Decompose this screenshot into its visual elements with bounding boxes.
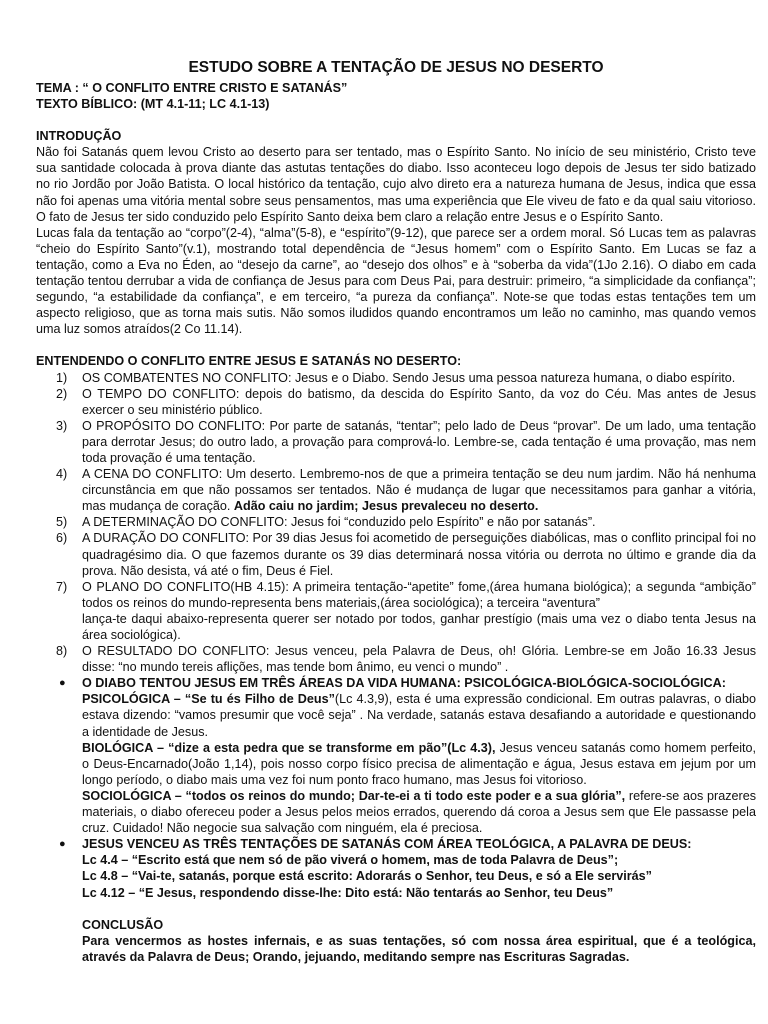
tema-line: TEMA : “ O CONFLITO ENTRE CRISTO E SATANÁS”	[36, 81, 348, 95]
conclusao-heading: CONCLUSÃO	[82, 917, 164, 932]
psicologica-paragraph	[82, 691, 756, 739]
conclusao-text: Para vencermos as hostes infernais, e as suas tentações, só com nossa área espiritual, que é a teológica, através da Palavra de Deus; Orando, jejuando, meditando sempre nas Escrituras Sagradas.	[82, 933, 756, 964]
biologica-text: Jesus venceu satanás como homem perfeito, o Deus-Encarnado(João 1,14), pois nosso corpo físico precisa de alimentação e água, Jesus estava em jejum por um longo período, o diabo mais uma vez foi num ponto fraco humano, mas Jesus foi vitorioso.	[82, 740, 757, 787]
sociologica-text: refere-se aos prazeres materiais, o diabo ofereceu poder a Jesus pelos meios errados, querendo dá coroa a Jesus sem que Ele passasse pela cruz. Cuidado! Não negocie sua salvação com ninguém, ela é preciosa.	[82, 788, 756, 836]
list-item-bold-text: Adão caiu no jardim; Jesus prevaleceu no deserto.	[233, 499, 539, 514]
spacer	[36, 337, 756, 353]
intro-paragraph-1: Não foi Satanás quem levou Cristo ao deserto para ser tentado, mas o Espírito Santo. No início de seu ministério, Cristo teve sua santidade colocada à prova diante das astutas tentações do diabo. Isso aconteceu logo depois de Jesus ter sido batizado no rio Jordão por João Batista. O local histórico da tentação, cujo alvo direto era a natureza humana de Jesus, indica que essa não foi apenas uma vitória mental sobre seus pensamentos, mas uma experiência que Ele viveu de fato e da qual saiu vitorioso. O fato de Jesus ter sido conduzido pelo Espírito Santo deixa bem claro a relação entre Jesus e o Espírito Santo.	[36, 145, 756, 224]
conflito-heading: ENTENDENDO O CONFLITO ENTRE JESUS E SATANÁS NO DESERTO:	[36, 354, 462, 369]
list-item-text: O PROPÓSITO DO CONFLITO: Por parte de satanás, “tentar”; pelo lado de Deus “provar”. De um lado, uma tentação para derrotar Jesus; do outro lado, a provação para comprová-lo. Lembre-se, cada tentação é uma provação, mas nem toda provação é uma tentação.	[82, 418, 756, 465]
list-number: 2)	[56, 386, 68, 401]
list-item-text: A DETERMINAÇÃO DO CONFLITO: Jesus foi “conduzido pelo Espírito” e não por satanás”.	[82, 515, 596, 530]
sociologica-label: SOCIOLÓGICA – “todos os reinos do mundo; Dar-te-ei a ti todo este poder e a sua glória”,	[82, 788, 626, 803]
list-number: 8)	[56, 644, 68, 659]
list-item-text: A CENA DO CONFLITO: Um deserto. Lembremo-nos de que a primeira tentação se deu num jardim. Não há nenhuma circunstância em que não possamos ser tentados. Não é mudança de lugar que necessitamos para ganhar a vitória, mas mudança de coração.	[82, 467, 756, 514]
list-item	[36, 530, 756, 578]
intro-paragraph-2: Lucas fala da tentação ao “corpo”(2-4), “alma”(5-8), e “espírito”(9-12), que parece ser a ordem moral. Só Lucas tem as palavras “cheio do Espírito Santo”(v.1), mostrando total dependência de “Jesus homem” com o Espírito Santo. Em Lucas se faz a tentação, como a Eva no Éden, ao “desejo da carne”, ao “desejo dos olhos” e à “soberba da vida”(1Jo 2.16). O diabo em cada tentação tentou derrubar a vida de confiança de Jesus para com Deus Pai, para destruir: primeiro, “a simplicidade da confiança”; segundo, “a estabilidade da confiança”, e em terceiro, “a pureza da confiança”. Note-se que todas estas tentações tem um aspecto religioso, que as torna mais sutis. Não somos iludidos quando encontramos um leão no caminho, mas quando vemos uma luz somos atraídos(2 Co 11.14).	[36, 225, 756, 337]
list-item-text: O RESULTADO DO CONFLITO: Jesus venceu, pela Palavra de Deus, oh! Glória. Lembre-se em João 16.33 Jesus disse: “no mundo tereis aflições, mas tende bom ânimo, eu venci o mundo” .	[82, 644, 756, 675]
list-item-text: O PLANO DO CONFLITO(HB 4.15): A primeira tentação-“apetite” fome,(área humana biológica); a segunda “ambição” todos os reinos do mundo-representa bens materiais,(área sociológica); a terceira “aventura”	[82, 579, 756, 610]
list-number: 3)	[56, 418, 68, 433]
verse-line: Lc 4.12 – “E Jesus, respondendo disse-lhe: Dito está: Não tentarás ao Senhor, teu Deus”	[82, 885, 614, 900]
psicologica-label: PSICOLÓGICA – “Se tu és Filho de Deus”	[82, 692, 335, 707]
sociologica-paragraph	[82, 788, 756, 836]
texto-biblico-line: TEXTO BÍBLICO: (MT 4.1-11; LC 4.1-13)	[36, 97, 270, 112]
list-item	[36, 418, 756, 466]
psicologica-text: (Lc 4.3,9), esta é uma expressão condicional. Em outras palavras, o diabo estava dizendo: “vamos presumir que você seja” . Na verdade, satanás estava desafiando a autoridade e questionando a identidade de Jesus.	[82, 692, 756, 739]
page-title: ESTUDO SOBRE A TENTAÇÃO DE JESUS NO DESERTO	[188, 59, 604, 76]
verse-line: Lc 4.8 – “Vai-te, satanás, porque está escrito: Adorarás o Senhor, teu Deus, e só a Ele servirás”	[82, 869, 652, 884]
list-number: 1)	[56, 370, 68, 385]
conflito-list	[36, 370, 756, 676]
list-number: 6)	[56, 531, 68, 546]
venceu-bullet-section	[36, 836, 756, 965]
bullet-icon: ●	[59, 677, 66, 690]
document-page	[36, 58, 756, 965]
list-item	[36, 514, 756, 530]
biologica-label: BIOLÓGICA – “dize a esta pedra que se transforme em pão”(Lc 4.3),	[82, 740, 496, 755]
list-number: 5)	[56, 515, 68, 530]
spacer	[82, 901, 756, 917]
list-item	[36, 370, 756, 386]
list-number: 4)	[56, 467, 68, 482]
areas-bullet-section	[36, 675, 756, 836]
intro-heading: INTRODUÇÃO	[36, 129, 122, 144]
venceu-heading: JESUS VENCEU AS TRÊS TENTAÇÕES DE SATANÁS COM ÁREA TEOLÓGICA, A PALAVRA DE DEUS:	[82, 837, 692, 852]
list-item	[36, 386, 756, 418]
list-item	[36, 466, 756, 514]
spacer	[36, 112, 756, 128]
list-item-text: A DURAÇÃO DO CONFLITO: Por 39 dias Jesus foi acometido de perseguições diabólicas, mas o conflito principal foi no quadragésimo dia. O que fazemos durante os 39 dias determinará nossa vitória ou derrota no último e grande dia da prova. Não desista, vá até o fim, Deus é Fiel.	[82, 531, 756, 578]
list-item-text: lança-te daqui abaixo-representa querer ser notado por todos, ganhar prestígio (mais uma vez o diabo tenta Jesus na área sociológica).	[82, 611, 756, 642]
verse-line: Lc 4.4 – “Escrito está que nem só de pão viverá o homem, mas de toda Palavra de Deus”;	[82, 853, 619, 868]
bullet-icon: ●	[59, 838, 66, 851]
areas-heading: O DIABO TENTOU JESUS EM TRÊS ÁREAS DA VIDA HUMANA: PSICOLÓGICA-BIOLÓGICA-SOCIOLÓGICA:	[82, 676, 726, 691]
list-item-text: OS COMBATENTES NO CONFLITO: Jesus e o Diabo. Sendo Jesus uma pessoa natureza humana, o diabo espírito.	[82, 370, 736, 385]
list-item	[36, 579, 756, 643]
list-item-text: O TEMPO DO CONFLITO: depois do batismo, da descida do Espírito Santo, da voz do Céu. Mas antes de Jesus exercer o seu ministério público.	[82, 386, 756, 417]
list-number: 7)	[56, 579, 68, 594]
biologica-paragraph	[82, 740, 756, 788]
list-item	[36, 643, 756, 675]
